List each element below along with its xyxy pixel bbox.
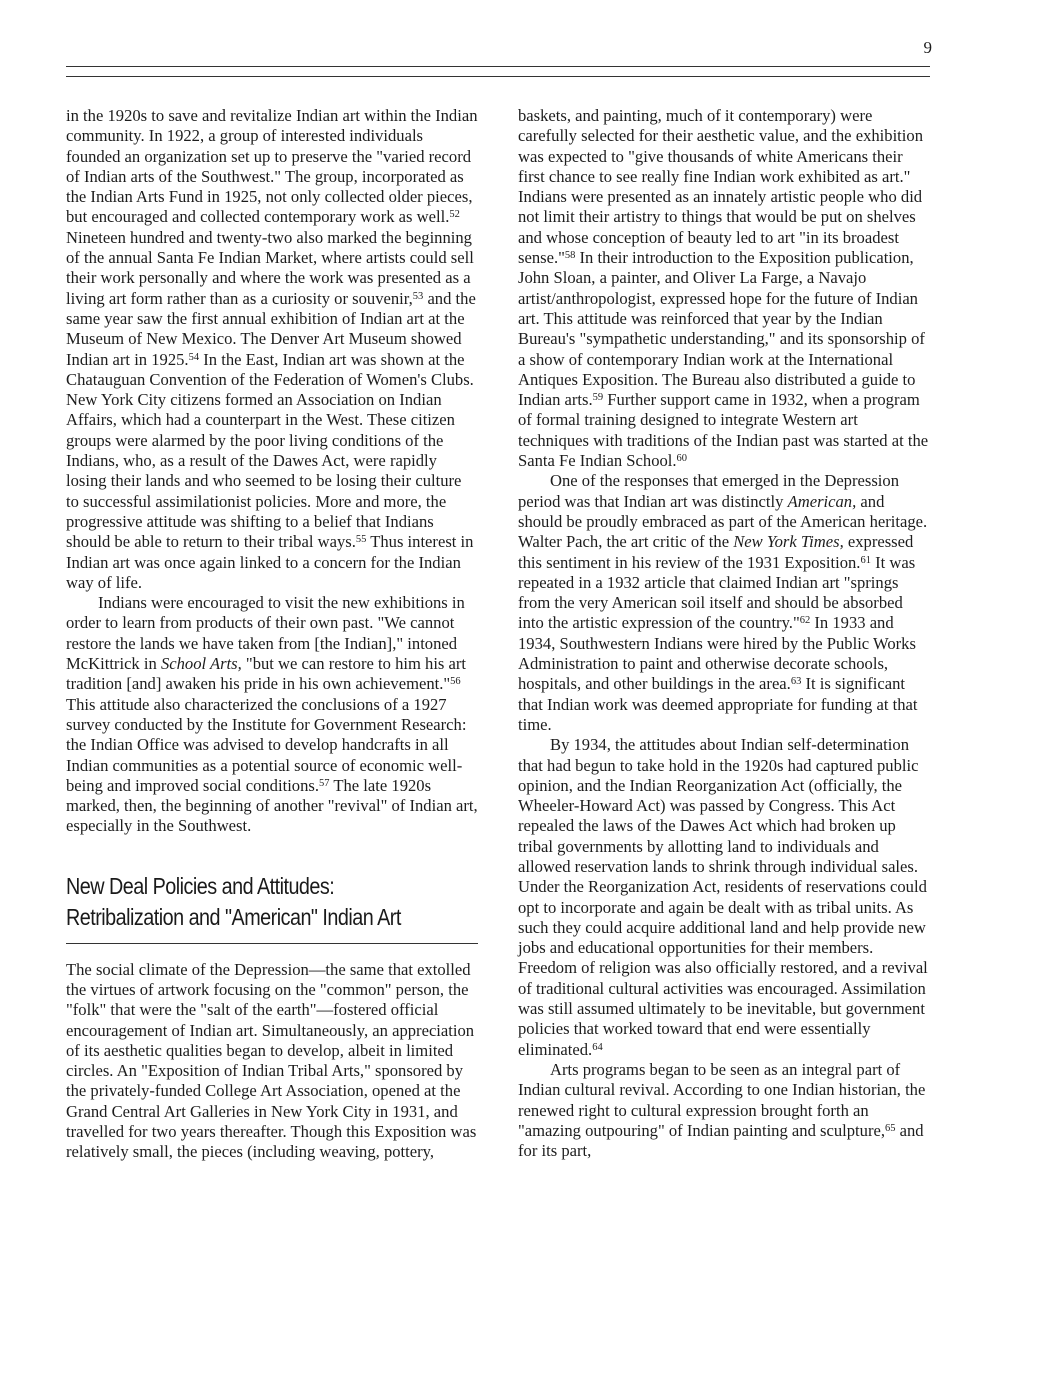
footnote-ref: 65	[885, 1122, 896, 1134]
heading-rule	[66, 943, 478, 944]
footnote-ref: 60	[676, 453, 688, 465]
footnote-ref: 64	[592, 1041, 603, 1053]
paragraph: in the 1920s to save and revitalize Indian art within the Indian community. In 1922, a group of interested individuals founded an organization set up to preserve the "varied record of Indian arts of the Southwest." The group, incorporated as the Indian Arts Fund in 1925, not only collected older pieces, but encouraged and collected contemporary work as well.$^{52}$ Nineteen hundred and twenty-two also marked the beginning of the annual Santa Fe Indian Market, where artists could sell their work personally and where the work was presented as a living art form rather than as a curiosity or souvenir,$^{53}$ and the same year saw the first annual exhibition of Indian art at the Museum of New Mexico. The Denver Art Museum showed Indian art in 1925.54 In the East, Indian art was shown at the Chatauguan Convention of the Federation of Women's Clubs. New York City citizens formed an Association on Indian Affairs, which had a counterpart in the West. These citizen groups were alarmed by the poor living conditions of the Indians, who, as a result of the Dawes Act, were rapidly losing their lands and who seemed to be losing their culture to successful assimilationist policies. More and more, the progressive attitude was shifting to a belief that Indians should be able to return to their tribal ways.$^{55}$ Thus interest in Indian art was once again linked to a concern for the Indian way of life.	[66, 106, 478, 592]
footnote-ref: 62	[799, 615, 811, 627]
footnote-ref: 63	[790, 676, 802, 688]
paragraph: Arts programs began to be seen as an integral part of Indian cultural revival. According to one Indian historian, the renewed right to cultural expression brought forth an "amazing outpouring" of Indian painting and sculpture,$^{65}$ and for its part,	[518, 1059, 926, 1161]
footnote-ref: 53	[412, 290, 424, 302]
footnote-ref: 61	[860, 554, 871, 566]
header-rule-bottom	[66, 76, 930, 77]
footnote-ref: 58	[564, 250, 576, 262]
footnote-ref: 54	[188, 351, 200, 363]
page-number: 9	[923, 38, 932, 57]
header-rule-top	[66, 66, 930, 67]
footnote-ref: 59	[592, 392, 604, 404]
footnote-ref: 55	[355, 534, 367, 546]
section-heading: New Deal Policies and Attitudes: Retribalization and "American" Indian Art	[66, 872, 401, 930]
left-column	[66, 106, 478, 1163]
footnote-ref: 57	[319, 777, 330, 789]
paragraph: Indians were encouraged to visit the new exhibitions in order to learn from products of their own past. "We cannot restore the lands we have taken from [the Indian]," intoned McKittrick in School Arts, "but we can restore to him his art tradition [and] awaken his pride in his own achievement."$^{56}$ This attitude also characterized the conclusions of a 1927 survey conducted by the Institute for Government Research: the Indian Office was advised to develop handcrafts in all Indian communities as a potential source of economic well-being and improved social conditions.$^{57}$ The late 1920s marked, then, the beginning of another "revival" of Indian art, especially in the Southwest.	[66, 593, 478, 836]
paragraph: baskets, and painting, much of it contemporary) were carefully selected for their aesthetic value, and the exhibition was expected to "give thousands of white Americans their first chance to see really fine Indian work exhibited as art." Indians were presented as an innately artistic people who did not limit their artistry to things that would be put on shelves and whose conception of beauty led to art "in its broadest sense."$^{58}$ In their introduction to the Exposition publication, John Sloan, a painter, and Oliver La Farge, a Navajo artist/anthropologist, expressed hope for the future of Indian art. This attitude was reinforced that year by the Indian Bureau's "sympathetic understanding," and its sponsorship of a show of contemporary Indian work at the International Antiques Exposition. The Bureau also distributed a guide to Indian arts.$^{59}$ Further support came in 1932, when a program of formal training designed to integrate Western art techniques with traditions of the Indian past was started at the Santa Fe Indian School.$^{60}$	[518, 106, 929, 471]
footnote-ref: 52	[449, 209, 460, 221]
paragraph: The social climate of the Depression—the same that extolled the virtues of artwork focusing on the "common" person, the "folk" that were the "salt of the earth"—fostered official encouragement of Indian art. Simultaneously, an appreciation of its aesthetic qualities began to develop, albeit in limited circles. An "Exposition of Indian Tribal Arts," sponsored by the privately-funded College Art Association, opened at the Grand Central Art Galleries in New York City in 1931, and travelled for two years thereafter. Though this Exposition was relatively small, the pieces (including weaving, pottery,	[66, 959, 477, 1162]
paragraph: One of the responses that emerged in the Depression period was that Indian art was distinctly American, and should be proudly embraced as part of the American heritage. Walter Pach, the art critic of the New York Times, expressed this sentiment in his review of the 1931 Exposition.$^{61}$ It was repeated in a 1932 article that claimed Indian art "springs from the very American soil itself and should be absorbed into the artistic expression of the country."$^{62}$ In 1933 and 1934, Southwestern Indians were hired by the Public Works Administration to paint and otherwise decorate schools, hospitals, and other buildings in the area.$^{63}$ It is significant that Indian work was deemed appropriate for funding at that time.	[518, 471, 928, 734]
footnote-ref: 56	[450, 676, 461, 688]
paragraph: By 1934, the attitudes about Indian self-determination that had begun to take hold in the 1920s had captured public opinion, and the Indian Reorganization Act (officially, the Wheeler-Howard Act) was passed by Congress. This Act repealed the laws of the Dawes Act which had broken up tribal governments by allotting land to individuals and allowed reservation lands to shrink through individual sales. Under the Reorganization Act, residents of reservations could opt to incorporate and again be dealt with as tribal units. As such they could acquire additional land and help provide new jobs and educational opportunities for their members. Freedom of religion was also officially restored, and a revival of traditional cultural activities was encouraged. Assimilation was still assumed ultimately to be inevitable, but government policies that worked toward that end were essentially eliminated.$^{64}$	[518, 735, 928, 1059]
right-column	[518, 106, 932, 1161]
